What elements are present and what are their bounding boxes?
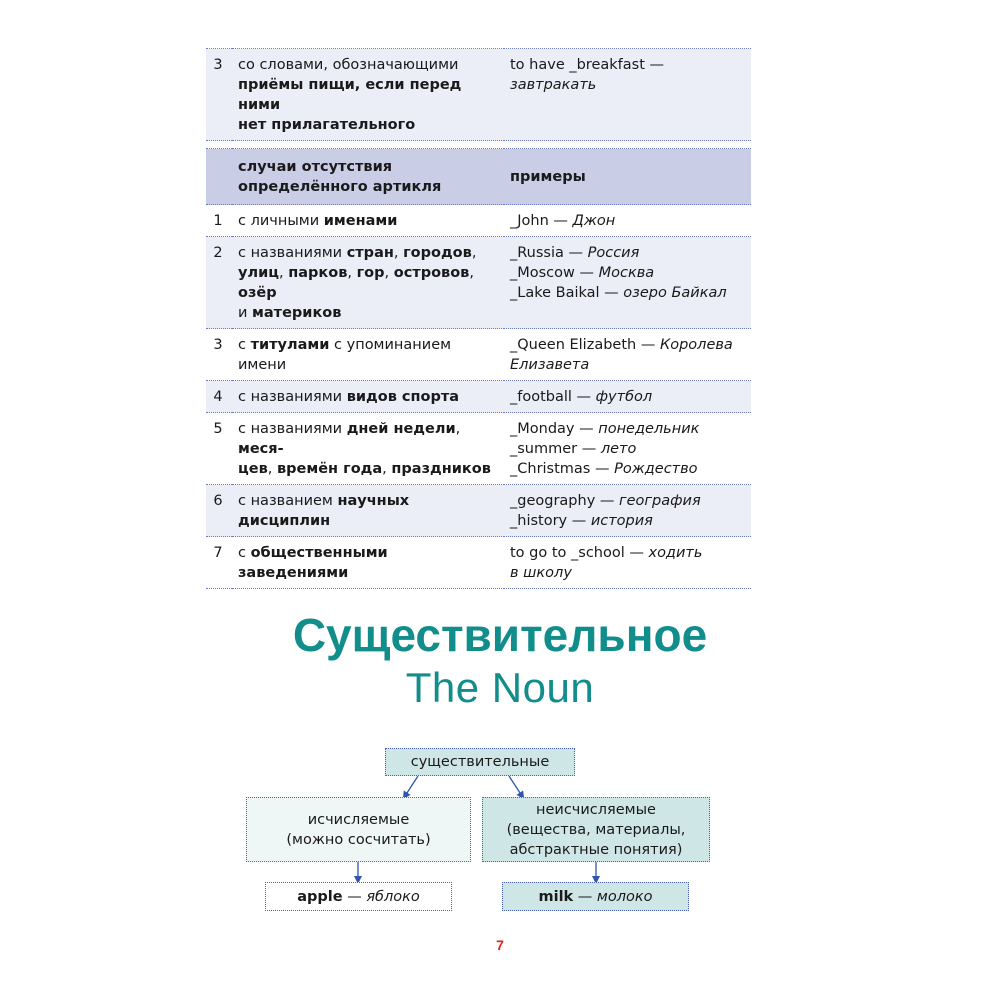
- row-description: со словами, обозначающими приёмы пищи, если перед ними нет прилагательного: [232, 49, 504, 141]
- section-title-en: The Noun: [405, 664, 595, 711]
- table-row: 2 с названиями стран, городов, улиц, парков, гор, островов, озёр и материков _Russia — Россия _Moscow — Москва _Lake Baikal — озеро Байкал: [206, 237, 751, 329]
- diagram-uncountable-box: неисчисляемые (вещества, материалы, абстрактные понятия): [482, 797, 710, 862]
- header-examples: примеры: [504, 149, 751, 205]
- table-row: 7 с общественными заведениями to go to _school — ходить в школу: [206, 537, 751, 589]
- arrow-to-uncountable: [509, 776, 522, 796]
- table-row: 3 с титулами с упоминанием имени _Queen Elizabeth — Королева Елизавета: [206, 329, 751, 381]
- header-cases: случаи отсутствия определённого артикля: [232, 149, 504, 205]
- section-title-ru: Существительное: [292, 609, 708, 661]
- table-row: 4 с названиями видов спорта _football — футбол: [206, 381, 751, 413]
- table-row: 5 с названиями дней недели, меся- цев, времён года, праздников _Monday — понедельник _summer — лето _Christmas — Рождество: [206, 413, 751, 485]
- row-example: to have _breakfast — завтракать: [504, 49, 751, 141]
- table-row: 1 с личными именами _John — Джон: [206, 205, 751, 237]
- arrow-to-countable: [405, 776, 418, 796]
- table-row: 6 с названием научных дисциплин _geography — география _history — история: [206, 485, 751, 537]
- row-number: 3: [206, 49, 232, 141]
- diagram-countable-example: apple — яблоко: [265, 882, 452, 911]
- page-number: 7: [496, 937, 504, 953]
- diagram-uncountable-example: milk — молоко: [502, 882, 689, 911]
- diagram-countable-box: исчисляемые (можно сосчитать): [246, 797, 471, 862]
- diagram-root-nouns: существительные: [385, 748, 575, 776]
